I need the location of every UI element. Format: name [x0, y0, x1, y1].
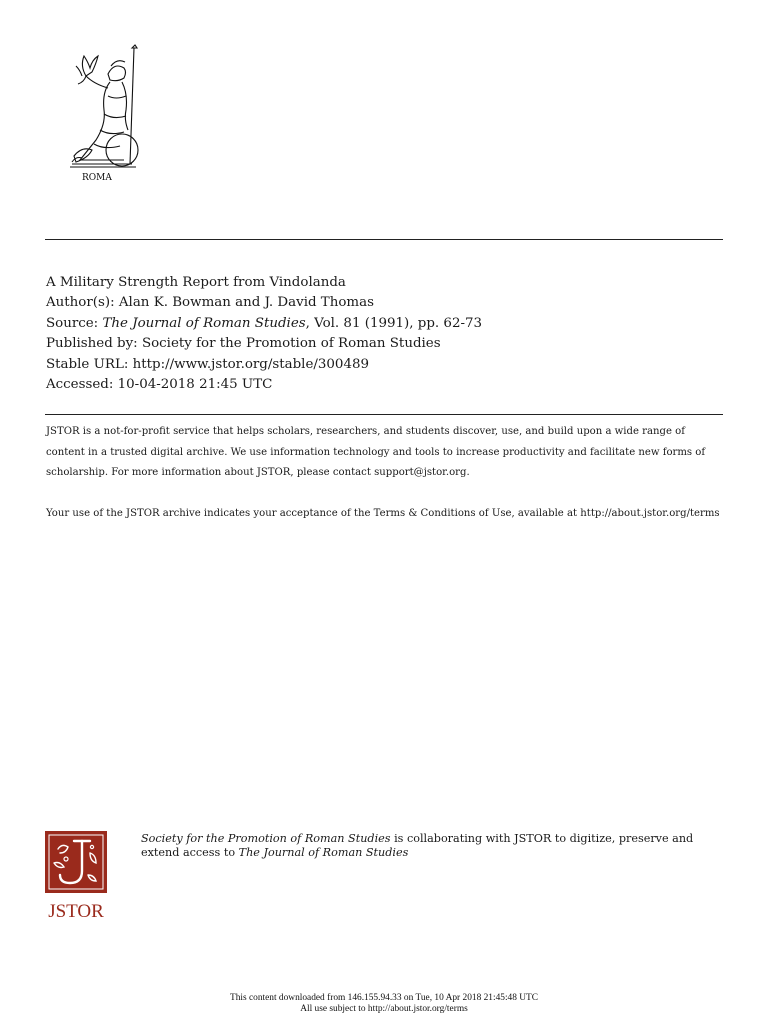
- collaboration-statement: Society for the Promotion of Roman Studies is collaborating with JSTOR to digitize, preserve and extend access to The Journal of Roman Studies: [141, 832, 694, 859]
- notice-paragraph-terms: Your use of the JSTOR archive indicates your acceptance of the Terms & Conditions of Use, available at http://about.jstor.org/terms: [46, 508, 720, 520]
- journal-name: The Journal of Roman Studies: [102, 315, 306, 331]
- article-authors: Author(s): Alan K. Bowman and J. David Thomas: [46, 295, 374, 311]
- top-divider: [45, 239, 723, 240]
- article-metadata: [46, 273, 482, 395]
- svg-text:ROMA: ROMA: [82, 173, 112, 183]
- article-source: Source: The Journal of Roman Studies, Vol. 81 (1991), pp. 62-73: [46, 315, 483, 331]
- article-title: A Military Strength Report from Vindolanda: [46, 275, 346, 290]
- notice-paragraph-about: JSTOR is a not-for-profit service that helps scholars, researchers, and students discover, use, and build upon a wide range of content in a trusted digital archive. We use information technology and tools to increase productivity and facilitate new forms of scholarship. For more information about JSTOR, please contact support@jstor.org.: [46, 426, 706, 479]
- jstor-logo-icon: [44, 831, 108, 921]
- article-publisher: Published by: Society for the Promotion of Roman Studies: [46, 336, 441, 352]
- roma-seated-figure-icon: [64, 44, 148, 184]
- jstor-notice: [46, 422, 726, 525]
- svg-text:JSTOR: JSTOR: [48, 901, 104, 921]
- article-stable-url: Stable URL: http://www.jstor.org/stable/300489: [46, 356, 370, 372]
- article-accessed: Accessed: 10-04-2018 21:45 UTC: [46, 377, 273, 393]
- middle-divider: [45, 414, 723, 415]
- footer-terms-line: All use subject to http://about.jstor.org/terms: [300, 1004, 468, 1014]
- footer-download-line: This content downloaded from 146.155.94.33 on Tue, 10 Apr 2018 21:45:48 UTC: [229, 993, 539, 1003]
- download-footer: [0, 993, 768, 1015]
- stable-url-link[interactable]: http://www.jstor.org/stable/300489: [132, 356, 370, 372]
- society-name: Society for the Promotion of Roman Studies: [141, 832, 391, 845]
- collab-journal-name: The Journal of Roman Studies: [238, 845, 409, 859]
